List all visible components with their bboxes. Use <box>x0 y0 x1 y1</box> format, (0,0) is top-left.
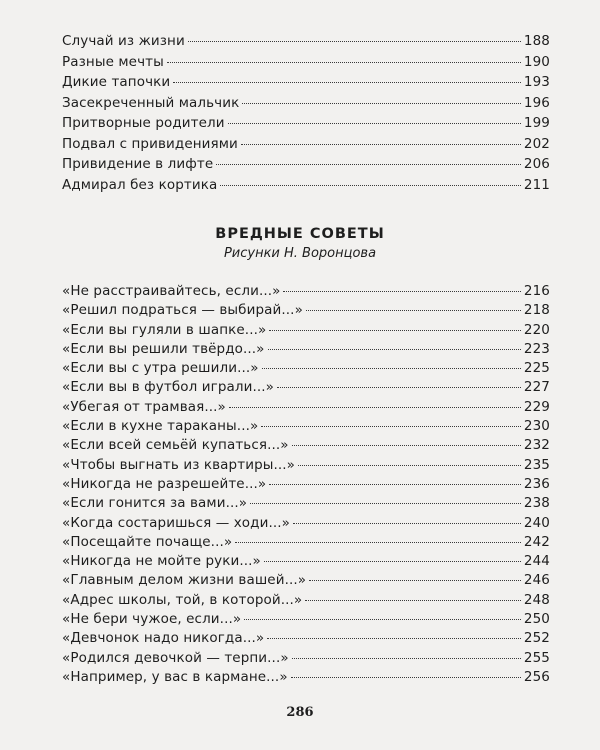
toc-entry <box>62 668 550 687</box>
toc-entry <box>62 475 550 494</box>
dot-leader <box>277 387 521 388</box>
toc-entry-page: 202 <box>523 135 550 152</box>
toc-entry-page: 190 <box>523 53 550 70</box>
toc-entry-title: «Например, у вас в кармане...» <box>62 668 288 685</box>
toc-entry-page: 196 <box>523 94 550 111</box>
dot-leader <box>264 561 521 562</box>
toc-entry <box>62 93 550 114</box>
toc-entry-title: «Если вы с утра решили...» <box>62 360 259 377</box>
toc-entry-page: 256 <box>523 668 550 685</box>
toc-entry-page: 252 <box>523 630 550 647</box>
dot-leader <box>292 658 521 659</box>
toc-entry <box>62 494 550 513</box>
toc-entry-title: Притворные родители <box>62 115 225 131</box>
toc-entry-title: «Не расстраивайтесь, если...» <box>62 283 281 299</box>
toc-entry <box>62 31 550 52</box>
toc-entry-title: «Если вы в футбол играли...» <box>62 379 275 396</box>
toc-entry <box>62 72 550 93</box>
dot-leader <box>242 103 521 104</box>
toc-entry <box>62 175 550 196</box>
toc-entry-page: 236 <box>523 475 550 492</box>
toc-entry-title: «Чтобы выгнать из квартиры...» <box>62 456 296 473</box>
dot-leader <box>309 580 521 581</box>
contents-list-stories <box>62 31 550 195</box>
toc-entry-title: «Адрес школы, той, в которой...» <box>62 591 303 608</box>
toc-entry <box>62 629 550 648</box>
dot-leader <box>241 144 521 145</box>
dot-leader <box>292 445 521 446</box>
contents-list-harmful-advice <box>62 282 550 687</box>
toc-entry-page: 235 <box>523 456 550 473</box>
toc-entry-page: 230 <box>523 418 550 435</box>
toc-entry-title: «Решил подраться — выбирай...» <box>62 302 303 319</box>
toc-entry-title: Дикие тапочки <box>62 74 171 90</box>
toc-entry-page: 248 <box>523 591 550 608</box>
toc-entry-title: «Посещайте почаще...» <box>62 533 233 550</box>
toc-entry-page: 220 <box>523 321 550 338</box>
toc-entry-title: «Если вы гуляли в шапке...» <box>62 321 267 338</box>
dot-leader <box>306 310 521 311</box>
toc-entry <box>62 321 550 340</box>
toc-entry <box>62 301 550 320</box>
toc-entry-title: «Если всей семьёй купаться...» <box>62 437 289 454</box>
toc-entry-title: Привидение в лифте <box>62 156 214 172</box>
toc-entry <box>62 610 550 629</box>
toc-entry-title: Засекреченный мальчик <box>62 94 240 111</box>
dot-leader <box>244 619 521 620</box>
dot-leader <box>229 407 521 408</box>
toc-entry-page: 240 <box>523 514 550 531</box>
dot-leader <box>283 291 520 292</box>
toc-entry-page: 211 <box>523 176 550 193</box>
toc-entry <box>62 591 550 610</box>
page-number: 286 <box>286 705 314 720</box>
toc-entry-page: 227 <box>523 379 550 396</box>
toc-entry <box>62 417 550 436</box>
toc-entry-page: 216 <box>523 283 550 299</box>
toc-entry <box>62 456 550 475</box>
toc-entry-page: 242 <box>523 533 550 550</box>
dot-leader <box>298 465 521 466</box>
toc-entry-page: 223 <box>523 340 550 357</box>
toc-entry <box>62 134 550 155</box>
toc-entry-page: 250 <box>523 611 550 628</box>
toc-entry <box>62 113 550 134</box>
toc-entry-title: «Убегая от трамвая...» <box>62 398 226 415</box>
dot-leader <box>250 503 521 504</box>
dot-leader <box>305 600 521 601</box>
toc-entry-page: 199 <box>523 115 550 131</box>
toc-entry <box>62 378 550 397</box>
toc-entry-title: «Никогда не мойте руки...» <box>62 553 261 570</box>
toc-entry-title: «Если в кухне тараканы...» <box>62 418 259 435</box>
toc-entry-title: «Никогда не разрешейте...» <box>62 475 267 492</box>
toc-entry <box>62 436 550 455</box>
toc-entry <box>62 398 550 417</box>
section-heading: ВРЕДНЫЕ СОВЕТЫ <box>215 226 385 242</box>
toc-entry-page: 218 <box>523 302 550 319</box>
dot-leader <box>267 638 521 639</box>
toc-entry-page: 255 <box>523 649 550 666</box>
toc-entry-page: 225 <box>523 360 550 377</box>
toc-entry-page: 188 <box>523 33 550 49</box>
toc-entry <box>62 340 550 359</box>
toc-entry <box>62 52 550 73</box>
toc-entry <box>62 533 550 552</box>
toc-entry-page: 238 <box>523 495 550 512</box>
section-subheading: Рисунки Н. Воронцова <box>223 246 377 261</box>
dot-leader <box>268 349 521 350</box>
dot-leader <box>269 330 521 331</box>
toc-entry-title: Случай из жизни <box>62 33 185 49</box>
dot-leader <box>167 62 521 63</box>
toc-entry-page: 244 <box>523 553 550 570</box>
dot-leader <box>291 677 521 678</box>
dot-leader <box>188 41 521 42</box>
toc-entry-page: 229 <box>523 398 550 415</box>
toc-entry <box>62 514 550 533</box>
toc-entry-page: 232 <box>523 437 550 454</box>
toc-entry-title: Адмирал без кортика <box>62 176 218 193</box>
toc-entry-page: 193 <box>523 74 550 90</box>
toc-entry-page: 246 <box>523 572 550 589</box>
toc-entry-title: «Если вы решили твёрдо...» <box>62 340 265 357</box>
dot-leader <box>173 82 521 83</box>
toc-entry <box>62 552 550 571</box>
toc-entry-title: «Не бери чужое, если...» <box>62 611 242 628</box>
dot-leader <box>228 123 521 124</box>
toc-entry-title: «Родился девочкой — терпи...» <box>62 649 289 666</box>
toc-entry-title: «Главным делом жизни вашей...» <box>62 572 307 589</box>
toc-entry-title: Разные мечты <box>62 53 164 70</box>
dot-leader <box>269 484 521 485</box>
dot-leader <box>262 368 521 369</box>
toc-entry <box>62 571 550 590</box>
toc-entry <box>62 282 550 301</box>
dot-leader <box>293 523 521 524</box>
toc-entry-title: «Девчонок надо никогда...» <box>62 630 265 647</box>
toc-entry-title: Подвал с привидениями <box>62 135 238 152</box>
dot-leader <box>261 426 521 427</box>
dot-leader <box>220 185 521 186</box>
toc-entry-page: 206 <box>523 156 550 172</box>
toc-entry-title: «Если гонится за вами...» <box>62 495 248 512</box>
dot-leader <box>216 164 521 165</box>
toc-entry <box>62 154 550 175</box>
toc-entry-title: «Когда состаришься — ходи...» <box>62 514 291 531</box>
toc-entry <box>62 359 550 378</box>
dot-leader <box>235 542 521 543</box>
toc-entry <box>62 649 550 668</box>
